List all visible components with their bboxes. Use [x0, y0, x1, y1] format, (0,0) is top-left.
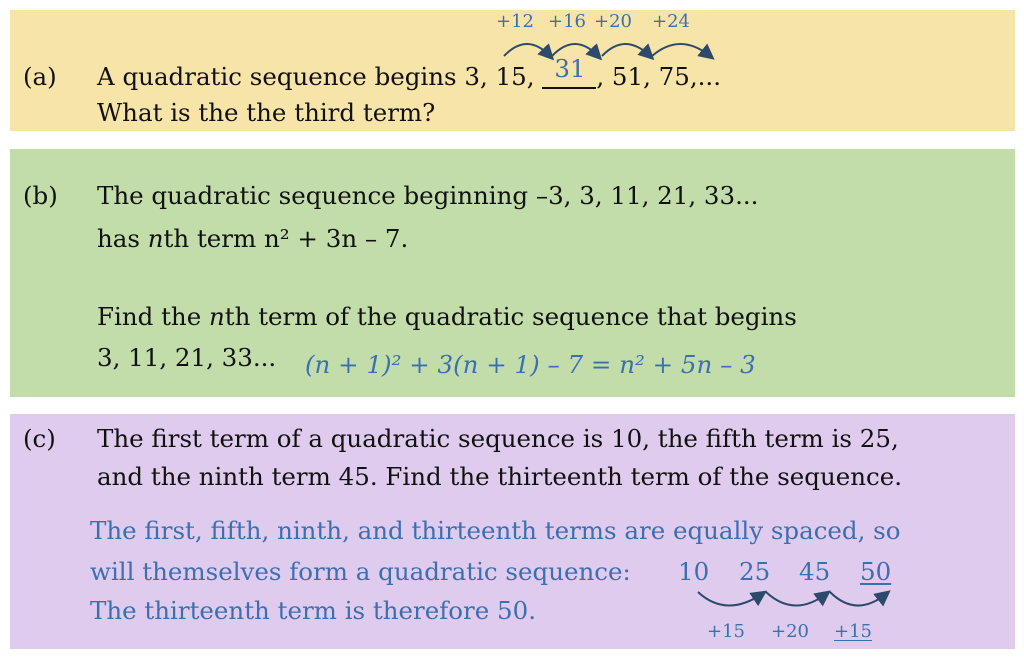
difference-label: +20	[594, 11, 632, 32]
question-c-line1: The first term of a quadratic sequence is 10, the fifth term is 25,	[97, 424, 899, 453]
question-b-line4: 3, 11, 21, 33...	[97, 343, 277, 372]
question-c-label: (c)	[23, 424, 56, 453]
difference-label-answer: +15	[834, 621, 872, 642]
sequence-term-answer: 50	[860, 557, 892, 586]
difference-arrows	[690, 586, 890, 622]
question-b-panel	[10, 149, 1015, 397]
difference-label: +16	[548, 11, 586, 32]
sequence-term: 25	[739, 557, 771, 586]
solution-b: (n + 1)² + 3(n + 1) – 7 = n² + 5n – 3	[305, 350, 756, 379]
difference-label: +24	[652, 11, 690, 32]
question-a-line2: What is the the third term?	[97, 98, 436, 127]
given-nth-term: n² + 3n – 7.	[264, 224, 409, 253]
question-a-line1-suffix: , 51, 75,...	[596, 62, 721, 91]
difference-arrows	[490, 30, 730, 70]
solution-c-line2: will themselves form a quadratic sequence:	[90, 557, 631, 586]
difference-label: +12	[496, 11, 534, 32]
question-a-panel	[10, 10, 1015, 131]
answer-31: 31	[554, 54, 586, 83]
question-b-line3: Find the nth term of the quadratic sequence that begins	[97, 302, 797, 331]
question-c-panel	[10, 414, 1015, 649]
question-a-label: (a)	[23, 62, 57, 91]
question-c-line2: and the ninth term 45. Find the thirteenth term of the sequence.	[97, 462, 903, 491]
sequence-term: 10	[678, 557, 710, 586]
solution-c-line1: The first, fifth, ninth, and thirteenth terms are equally spaced, so	[90, 516, 901, 545]
solution-c-line3: The thirteenth term is therefore 50.	[90, 596, 537, 625]
sequence-term: 45	[799, 557, 831, 586]
question-a-line1-prefix: A quadratic sequence begins 3, 15,	[97, 62, 535, 91]
question-b-label: (b)	[23, 181, 58, 210]
difference-label: +20	[771, 621, 809, 642]
difference-label: +15	[707, 621, 745, 642]
question-b-line1: The quadratic sequence beginning –3, 3, 11, 21, 33...	[97, 181, 759, 210]
question-b-line2: has nth term n² + 3n – 7.	[97, 224, 409, 253]
